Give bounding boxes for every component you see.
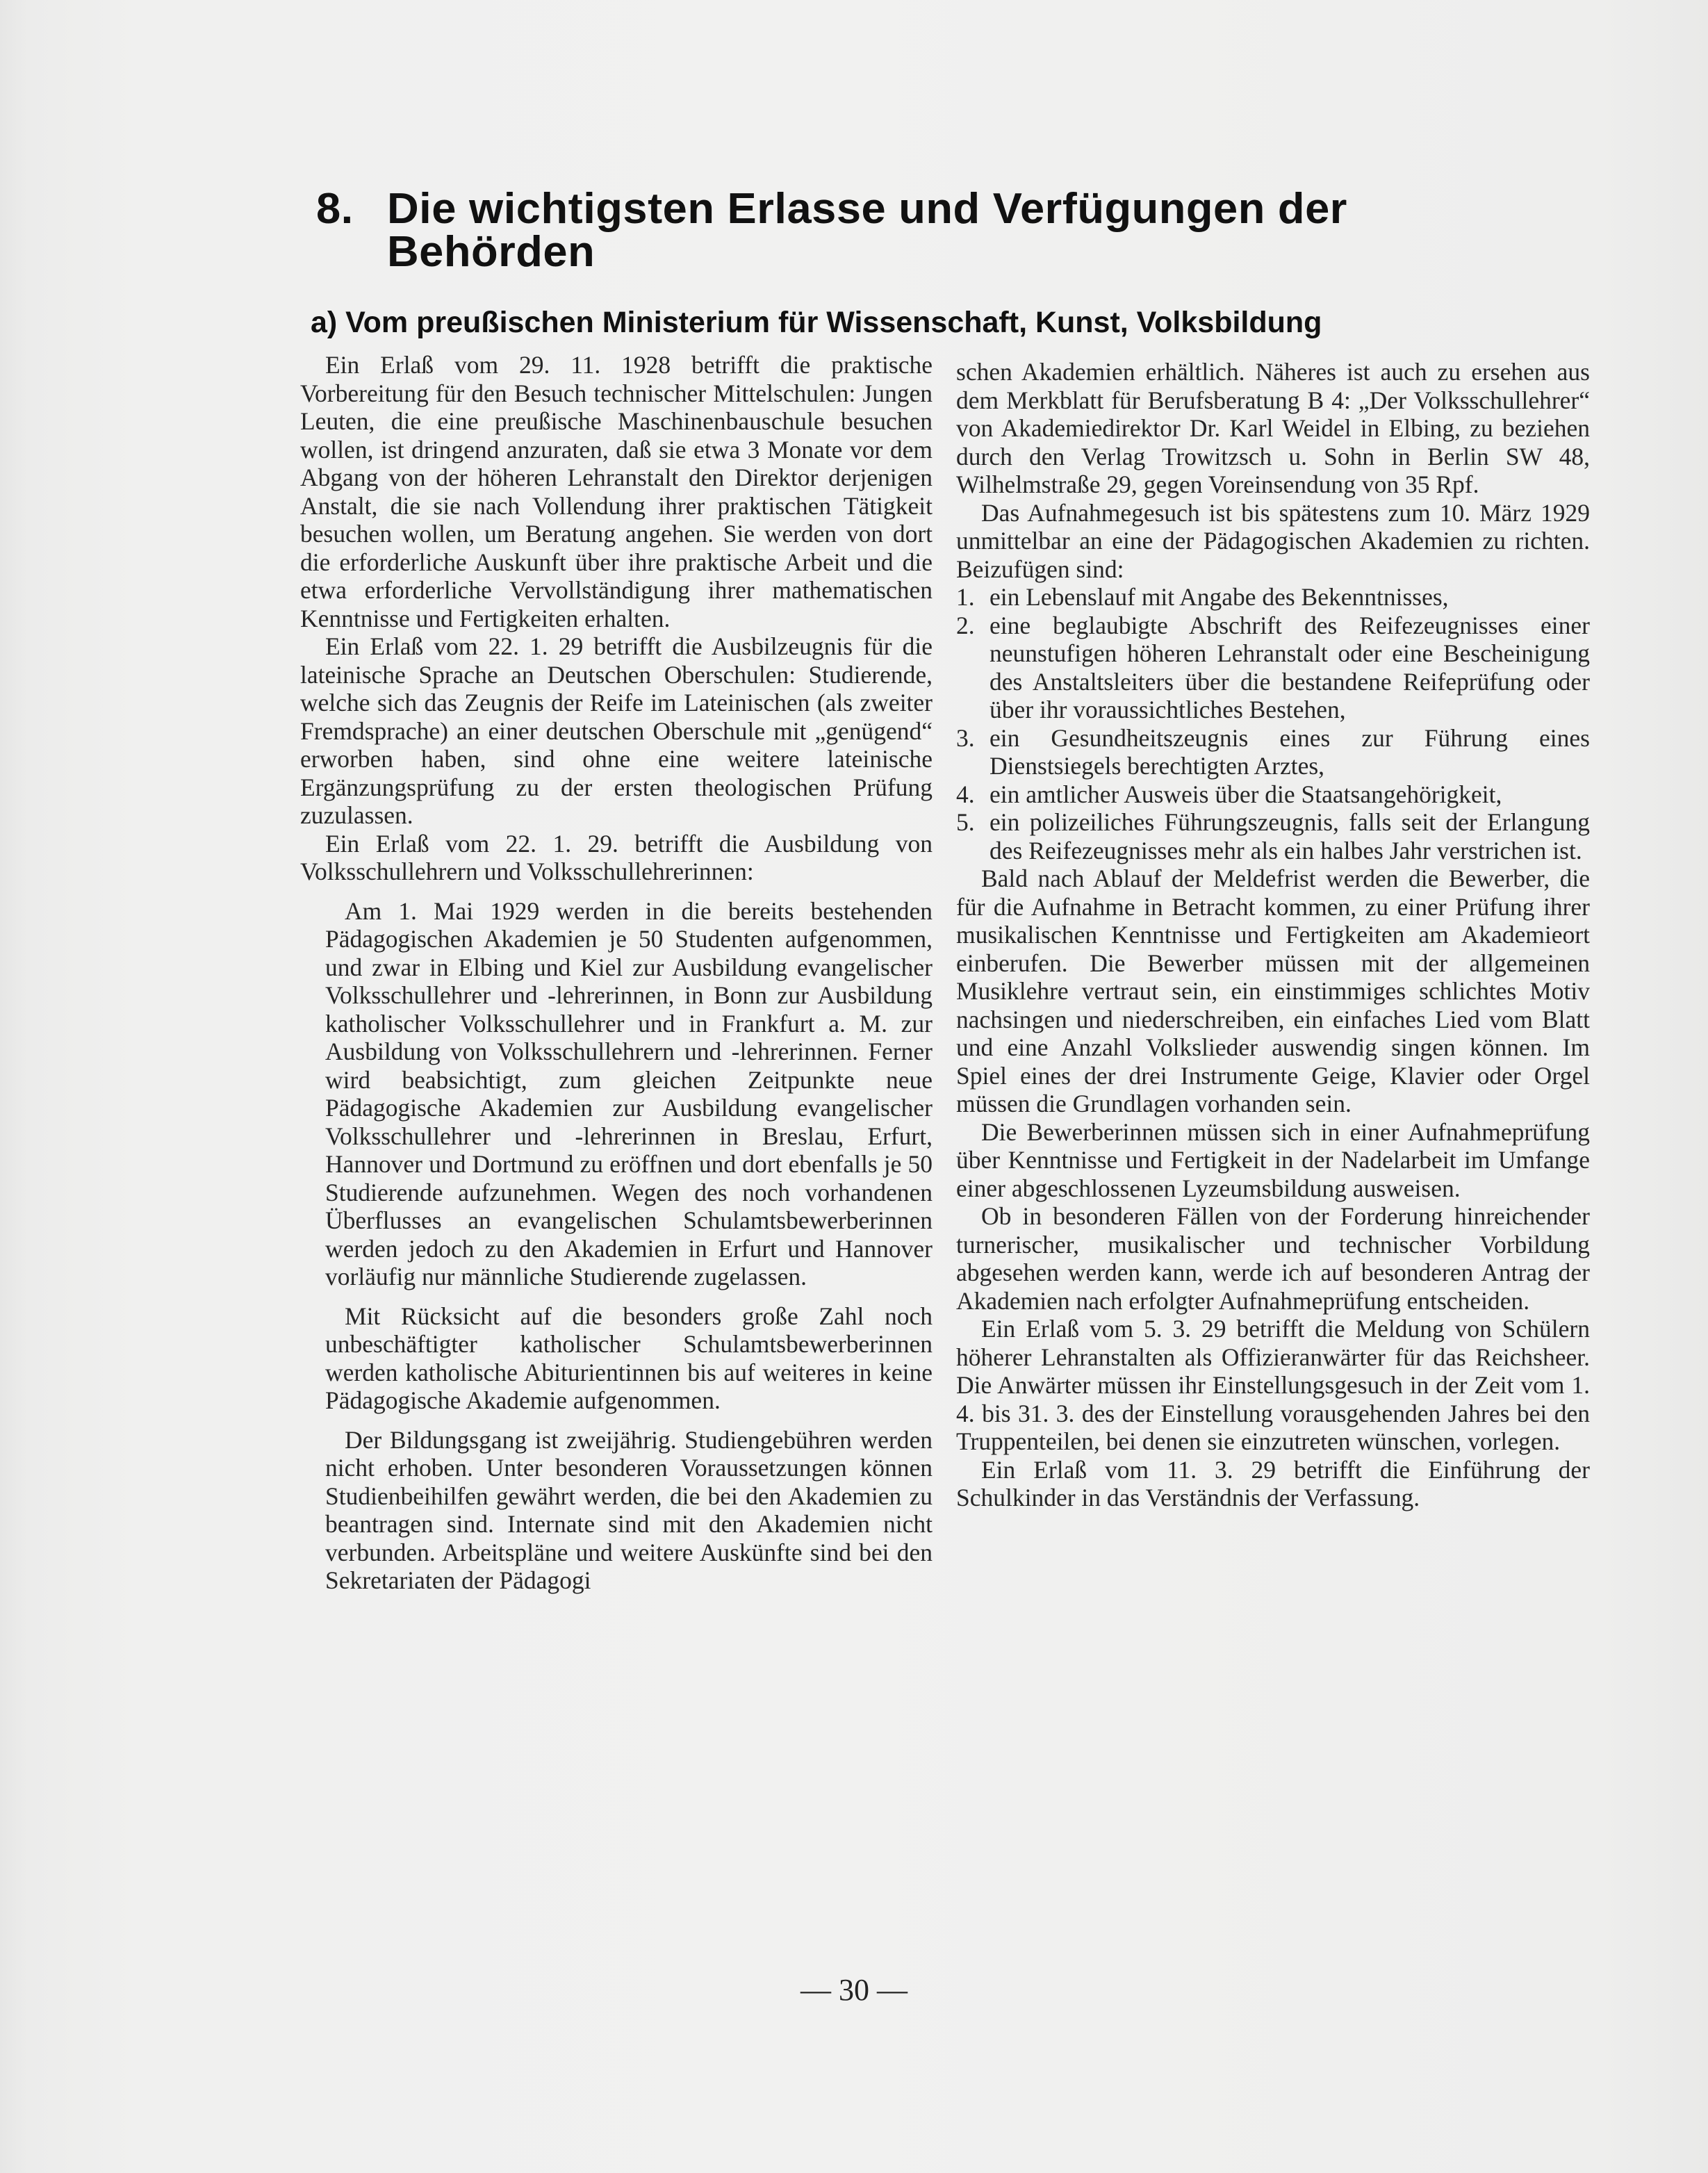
quote-paragraph-academies: Am 1. Mai 1929 werden in die bereits bestehenden Pädagogischen Akademien je 50 Studenten aufgenommen, und zwar in Elbing und Kiel zur Ausbildung evangelischer Volksschullehrer und -lehrerinnen, in Bonn zur Ausbildung katholischer Volksschullehrer und in Frankfurt a. M. zur Ausbildung von Volksschullehrern und -lehrerinnen. Ferner wird beabsichtigt, zum gleichen Zeitpunkte neue Pädagogische Akademien zur Ausbildung evangelischer Volksschullehrer und -lehrerinnen in Breslau, Erfurt, Hannover und Dortmund zu eröffnen und dort ebenfalls je 50 Studierende aufzunehmen. Wegen des noch vorhandenen Überflusses an evangelischen Schulamtsbewerberinnen werden jedoch zu den Akademien in Erfurt und Hannover vorläufig nur männliche Studierende zugelassen. [325, 896, 933, 1290]
list-item-text: ein amtlicher Ausweis über die Staatsangehörigkeit, [990, 780, 1502, 808]
required-documents-list [956, 583, 1590, 864]
list-item [956, 808, 1590, 864]
section-title: a) Vom preußischen Ministerium für Wissenschaft, Kunst, Volksbildung [311, 306, 1322, 339]
paragraph-decree-5-3-29: Ein Erlaß vom 5. 3. 29 betrifft die Meldung von Schülern höherer Lehranstalten als Offizieranwärter für das Reichsheer. Die Anwärter müssen ihr Einstellungsgesuch in der Zeit vom 1. 4. bis 31. 3. des der Einstellung vorausgehenden Jahres bei den Truppenteilen, bei denen sie einzutreten wünschen, vorlegen. [956, 1315, 1590, 1455]
paragraph-music-exam: Bald nach Ablauf der Meldefrist werden die Bewerber, die für die Aufnahme in Betracht kommen, zu einer Prüfung ihrer musikalischen Kenntnisse und Fertigkeiten am Akademieort einberufen. Die Bewerber müssen mit der allgemeinen Musiklehre vertraut sein, ein einstimmiges schlichtes Motiv nachsingen und niederschreiben, ein einfaches Lied vom Blatt und eine Anzahl Volkslieder auswendig singen können. Im Spiel eines der drei Instrumente Geige, Klavier oder Orgel müssen die Grundlagen vorhanden sein. [956, 864, 1590, 1117]
list-item-text: ein Gesundheitszeugnis eines zur Führung eines Dienstsiegels berechtigten Arztes, [990, 723, 1590, 780]
paragraph-decree-22-1-29-teachers: Ein Erlaß vom 22. 1. 29. betrifft die Ausbildung von Volksschullehrern und Volksschullehrerinnen: [300, 829, 933, 885]
list-item-number: 2. [956, 611, 975, 639]
quote-paragraph-catholic-applicants: Mit Rücksicht auf die besonders große Zahl noch unbeschäftigter katholischer Schulamtsbewerberinnen werden katholische Abiturientinnen bis auf weiteres in keine Pädagogische Akademie aufgenommen. [325, 1302, 933, 1414]
page-number: — 30 — [800, 1973, 908, 2007]
list-item-text: ein Lebenslauf mit Angabe des Bekenntnisses, [990, 583, 1449, 611]
quote-paragraph-course: Der Bildungsgang ist zweijährig. Studiengebühren werden nicht erhoben. Unter besonderen Voraussetzungen können Studienbeihilfen gewährt werden, die bei den Akademien zu beantragen sind. Internate sind mit den Akademien nicht verbunden. Arbeitspläne und weitere Auskünfte sind bei den Sekretariaten der Pädagogi [325, 1425, 933, 1594]
left-column [300, 351, 933, 1595]
list-item [956, 583, 1590, 612]
list-item-number: 3. [956, 723, 975, 752]
paragraph-continuation: schen Akademien erhältlich. Näheres ist auch zu ersehen aus dem Merkblatt für Berufsberatung B 4: „Der Volksschullehrer“ von Akademiedirektor Dr. Karl Weidel in Elbing, zu beziehen durch den Verlag Trowitzsch u. Sohn in Berlin SW 48, Wilhelmstraße 29, gegen Voreinsendung von 35 Rpf. [956, 358, 1590, 498]
list-item-text: ein polizeiliches Führungszeugnis, falls seit der Erlangung des Reifezeugnisses mehr als ein halbes Jahr verstrichen ist. [990, 808, 1590, 864]
list-item-number: 1. [956, 583, 975, 611]
paragraph-decree-29-11-1928: Ein Erlaß vom 29. 11. 1928 betrifft die praktische Vorbereitung für den Besuch technischer Mittelschulen: Jungen Leuten, die eine preußische Maschinenbauschule besuchen wollen, ist dringend anzuraten, daß sie etwa 3 Monate vor dem Abgang von der höheren Lehranstalt den Direktor derjenigen Anstalt, die sie nach Vollendung ihrer praktischen Tätigkeit besuchen wollen, um Beratung angehen. Sie werden von dort die erforderliche Auskunft über ihre praktische Arbeit und die etwa erforderliche Vervollständigung ihrer mathematischen Kenntnisse und Fertigkeiten erhalten. [300, 351, 933, 632]
list-item-number: 5. [956, 808, 975, 836]
list-item-number: 4. [956, 780, 975, 808]
paragraph-decree-22-1-29-latin: Ein Erlaß vom 22. 1. 29 betrifft die Ausbilzeugnis für die lateinische Sprache an Deutschen Oberschulen: Studierende, welche sich das Zeugnis der Reife im Lateinischen (als zweiter Fremdsprache) an einer deutschen Oberschule mit „genügend“ erworben haben, sind ohne eine weitere lateinische Ergänzungsprüfung zu der ersten theologischen Prüfung zuzulassen. [300, 632, 933, 829]
chapter-number: 8. [316, 185, 354, 233]
chapter-title-line1: Die wichtigsten Erlasse und Verfügungen der [387, 185, 1347, 233]
quoted-decree-text [300, 897, 933, 1595]
right-column [956, 358, 1590, 1512]
chapter-title [316, 185, 1592, 276]
paragraph-decree-11-3-29: Ein Erlaß vom 11. 3. 29 betrifft die Einführung der Schulkinder in das Verständnis der Verfassung. [956, 1455, 1590, 1511]
paragraph-exceptions: Ob in besonderen Fällen von der Forderung hinreichender turnerischer, musikalischer und technischer Vorbildung abgesehen werden kann, werde ich auf besonderen Antrag der Akademien nach erfolgter Aufnahmeprüfung entscheiden. [956, 1202, 1590, 1315]
paragraph-female-applicants: Die Bewerberinnen müssen sich in einer Aufnahmeprüfung über Kenntnisse und Fertigkeit in der Nadelarbeit im Umfange einer abgeschlossenen Lyzeumsbildung ausweisen. [956, 1117, 1590, 1202]
list-item [956, 724, 1590, 780]
paragraph-application: Das Aufnahmegesuch ist bis spätestens zum 10. März 1929 unmittelbar an eine der Pädagogischen Akademien zu richten. Beizufügen sind: [956, 498, 1590, 583]
list-item-text: eine beglaubigte Abschrift des Reifezeugnisses einer neunstufigen höheren Lehranstalt oder eine Bescheinigung des Anstaltsleiters über die bestandene Reifeprüfung oder über ihr voraussichtliches Bestehen, [990, 611, 1590, 723]
chapter-title-line2: Behörden [387, 228, 596, 276]
list-item [956, 780, 1590, 809]
list-item [956, 612, 1590, 724]
